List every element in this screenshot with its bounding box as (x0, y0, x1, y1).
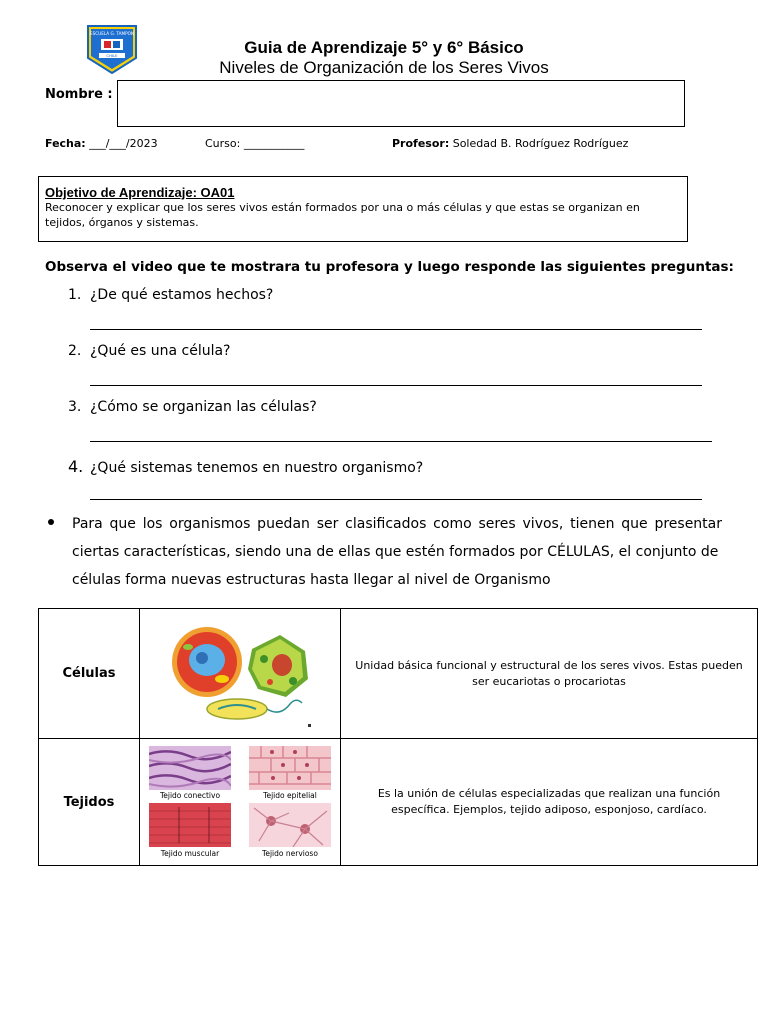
question-text: ¿Qué sistemas tenemos en nuestro organismo? (90, 460, 424, 476)
connective-tissue-image (149, 746, 231, 790)
date-value: ___/___/2023 (89, 137, 158, 150)
objective-text: Reconocer y explicar que los seres vivos están formados por una o más células y que estas se organizan en tejidos, órganos y sistemas. (45, 201, 640, 229)
question-4 (68, 457, 423, 476)
tissues-illustration (140, 739, 340, 865)
table-row (39, 739, 758, 866)
question-3 (68, 399, 317, 415)
question-number: 1. (68, 287, 82, 303)
table-row (39, 609, 758, 739)
answer-line-4[interactable] (90, 499, 702, 500)
cells-image (140, 609, 341, 739)
tissues-description: Es la unión de células especializadas que realizan una función específica. Ejemplos, tejido adiposo, esponjoso, cardíaco. (341, 739, 758, 866)
objective-box (38, 176, 688, 242)
tissues-image (140, 739, 341, 866)
cells-illustration (140, 609, 340, 734)
row-label-tissues: Tejidos (39, 739, 140, 866)
cells-description: Unidad básica funcional y estructural de los seres vivos. Estas pueden ser eucariotas o procariotas (341, 609, 758, 739)
date-label: Fecha: (45, 137, 86, 150)
tissue-label: Tejido epitelial (263, 791, 317, 800)
question-text: ¿Cómo se organizan las células? (90, 399, 317, 415)
logo-text-bottom: CHILE (106, 53, 118, 58)
page-title: Guia de Aprendizaje 5° y 6° Básico (244, 38, 524, 57)
intro-paragraph (72, 510, 722, 594)
question-text: ¿De qué estamos hechos? (90, 287, 274, 303)
instructions: Observa el video que te mostrara tu profesora y luego responde las siguientes preguntas: (45, 259, 734, 275)
teacher-label: Profesor: (392, 137, 450, 150)
question-1 (68, 287, 273, 303)
epithelial-tissue-image (249, 746, 331, 790)
question-number: 4. (68, 457, 84, 476)
answer-line-2[interactable] (90, 385, 702, 386)
answer-line-1[interactable] (90, 329, 702, 330)
row-label-cells: Células (39, 609, 140, 739)
nervous-tissue-image (249, 803, 331, 847)
tissue-label: Tejido muscular (160, 849, 220, 858)
question-text: ¿Qué es una célula? (90, 343, 231, 359)
name-field[interactable] (117, 80, 685, 127)
course-label: Curso: (205, 137, 241, 150)
question-number: 2. (68, 343, 82, 359)
logo-text-top: ESCUELA G. TAMPON (89, 31, 135, 36)
course-field[interactable] (205, 137, 304, 150)
tissue-label: Tejido nervioso (262, 849, 318, 858)
muscle-tissue-image (149, 803, 231, 847)
paragraph-last-line: células forma nuevas estructuras hasta llegar al nivel de Organismo (72, 572, 551, 588)
teacher-name: Soledad B. Rodríguez Rodríguez (452, 137, 629, 150)
tissue-label: Tejido conectivo (159, 791, 221, 800)
bullet-icon (48, 519, 54, 525)
question-number: 3. (68, 399, 82, 415)
date-field[interactable] (45, 137, 158, 150)
objective-title: Objetivo de Aprendizaje: OA01 (45, 185, 235, 200)
answer-line-3[interactable] (90, 441, 712, 442)
teacher-field (392, 137, 628, 150)
paragraph-main: Para que los organismos puedan ser clasificados como seres vivos, tienen que presentar ciertas características, siendo una de ellas que estén formados por CÉLULAS, el conjunto de (72, 516, 722, 560)
question-2 (68, 343, 231, 359)
course-value: ___________ (243, 137, 305, 150)
page-subtitle: Niveles de Organización de los Seres Vivos (219, 58, 549, 77)
organization-table (38, 608, 758, 866)
name-label: Nombre : (45, 87, 113, 102)
